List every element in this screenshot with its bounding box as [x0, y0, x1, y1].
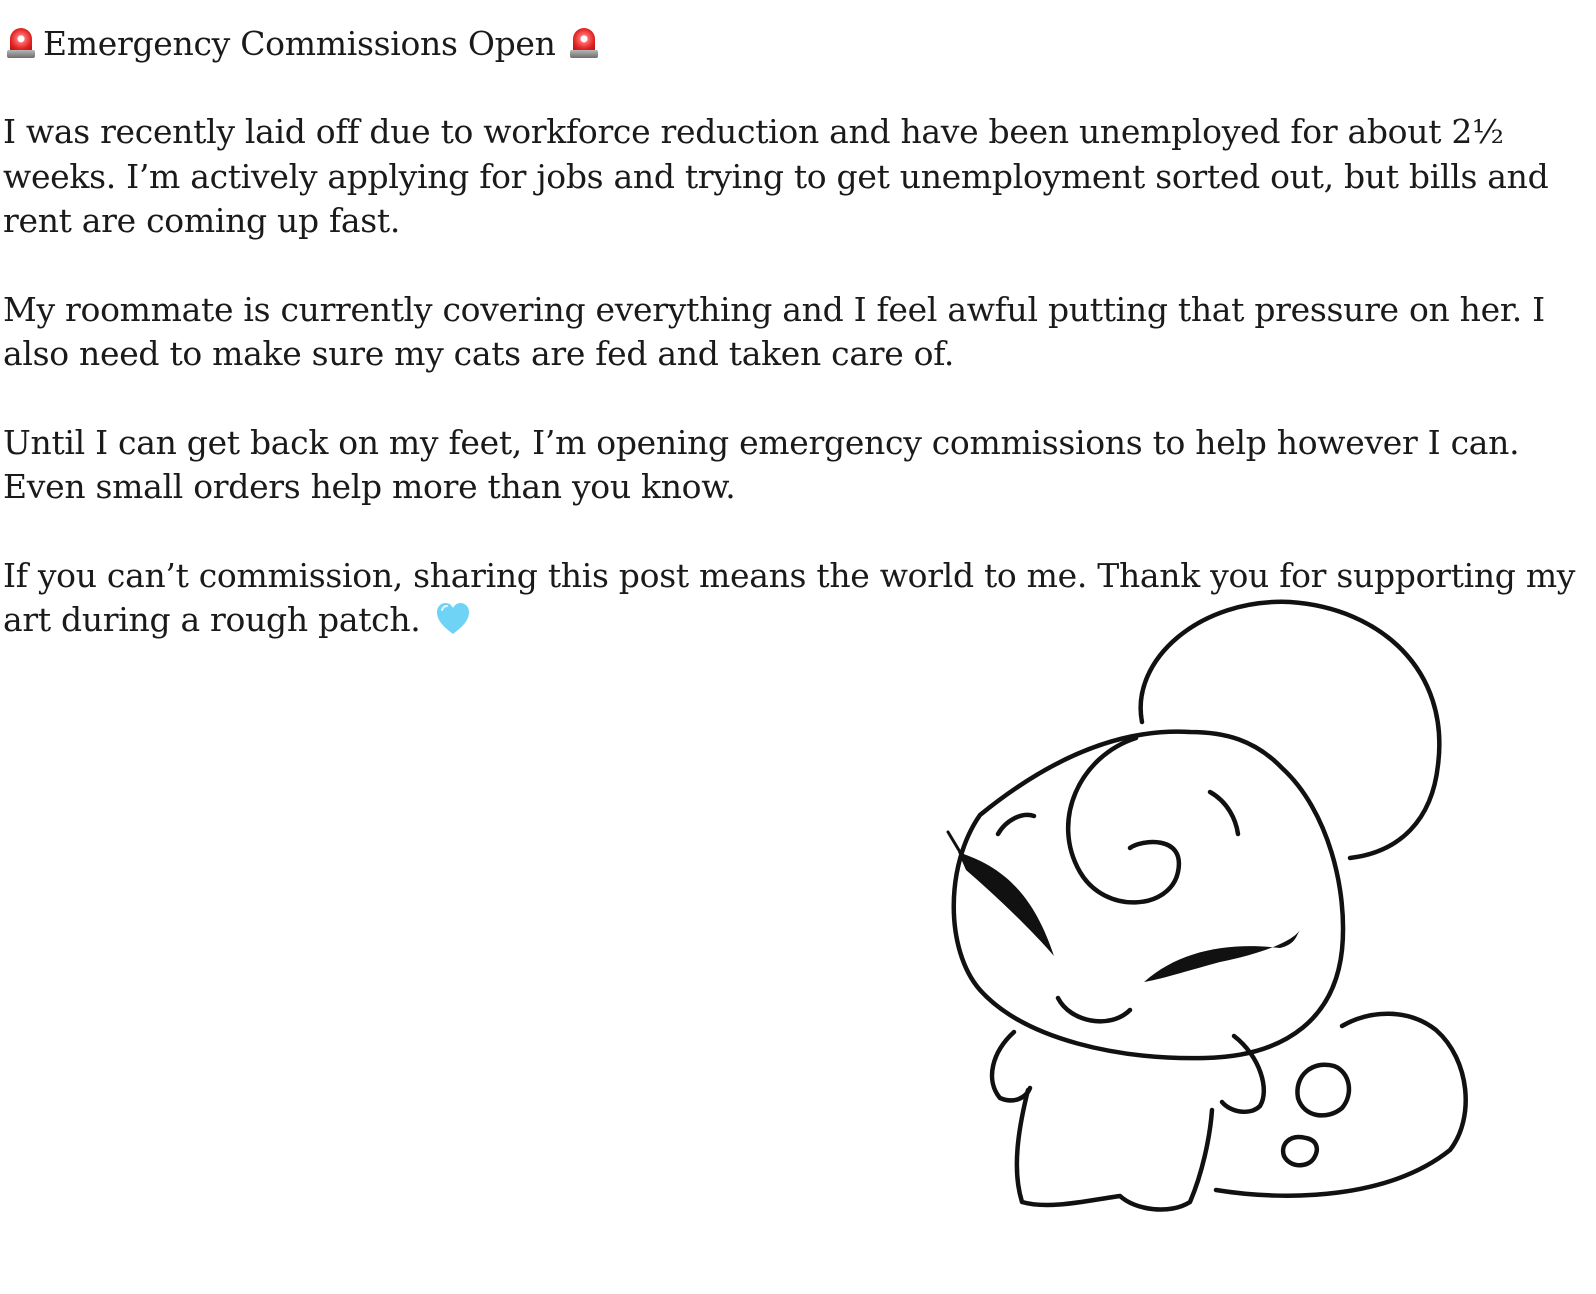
post-title [3, 18, 1588, 68]
post-paragraph: I was recently laid off due to workforce reduction and have been unemployed for about 2½ weeks. I’m actively applying for jobs and trying to get unemployment sorted out, but bills and rent are coming up fast. [3, 112, 1549, 240]
post-paragraph-text: If you can’t commission, sharing this post means the world to me. Thank you for supporting my art during a rough patch. [3, 555, 1576, 639]
post [3, 18, 1588, 643]
light-blue-heart-icon [435, 601, 471, 637]
post-title-text: Emergency Commissions Open [43, 23, 556, 63]
police-car-light-icon [570, 26, 598, 60]
police-car-light-icon [7, 26, 35, 60]
post-paragraph: My roommate is currently covering everything and I feel awful putting that pressure on her. I also need to make sure my cats are fed and taken care of. [3, 289, 1545, 373]
post-paragraph: Until I can get back on my feet, I’m opening emergency commissions to help however I can. Even small orders help more than you know. [3, 422, 1520, 506]
chibi-creature-illustration [930, 590, 1490, 1230]
